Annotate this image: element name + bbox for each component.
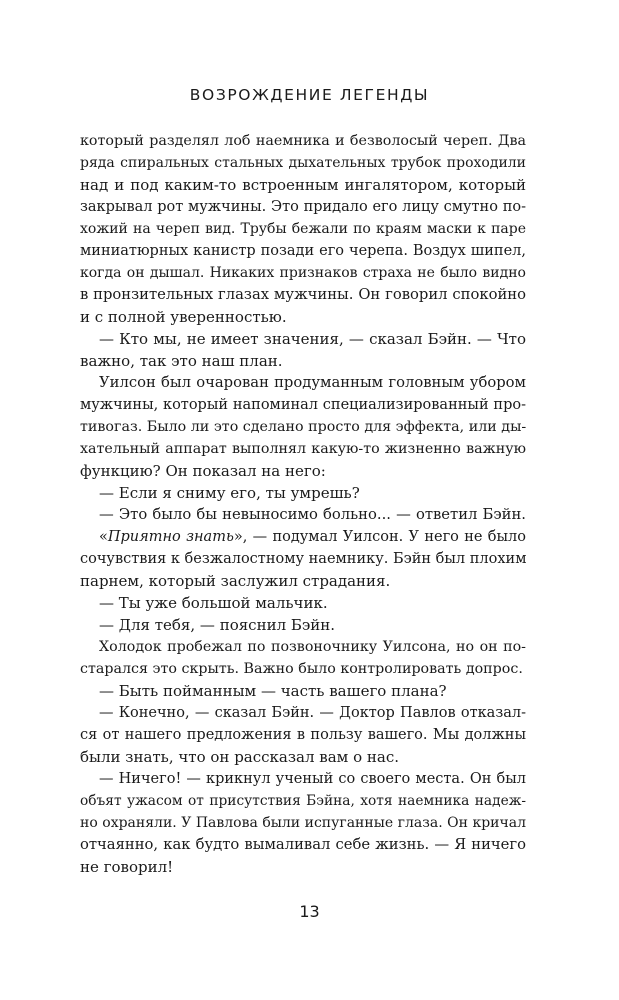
text-line: — Это было бы невыносимо больно... — ответил Бэйн. [99, 506, 526, 523]
text-line: — Конечно, — сказал Бэйн. — Доктор Павлов отказал- [99, 705, 526, 721]
paragraph [80, 614, 526, 636]
paragraph [80, 328, 526, 372]
text-line: но охраняли. У Павлова были испуганные глаза. Он кричал [80, 815, 526, 831]
paragraph [80, 636, 526, 680]
text-line: над и под каким-то встроенным ингалятором, который [80, 176, 526, 194]
body-text [80, 130, 526, 878]
paragraph [80, 504, 526, 526]
text-line: — Ничего! — крикнул ученый со своего места. Он был [99, 771, 526, 787]
text-line: — Кто мы, не имеет значения, — сказал Бэйн. — Что [99, 330, 526, 348]
paragraph [80, 768, 526, 878]
text-line: объят ужасом от присутствия Бэйна, хотя наемника надеж- [80, 793, 526, 809]
paragraph [80, 526, 526, 592]
text-line: — Если я сниму его, ты умрешь? [99, 484, 360, 502]
text-line: хательный аппарат выполнял какую-то жизненно важную [80, 441, 526, 457]
text-line: в пронзительных глазах мужчины. Он говорил спокойно [80, 286, 526, 303]
paragraph [80, 702, 526, 768]
text-line: функцию? Он показал на него: [80, 462, 326, 480]
text-line [80, 526, 526, 548]
text-line: Уилсон был очарован продуманным головным убором [99, 374, 526, 391]
text-line: мужчины, который напоминал специализированный про- [80, 397, 526, 413]
text-run: », — подумал Уилсон. У него не было [233, 529, 526, 545]
text-line: сочувствия к безжалостному наемнику. Бэйн был плохим [80, 551, 526, 567]
paragraph [80, 482, 526, 504]
running-head: ВОЗРОЖДЕНИЕ ЛЕГЕНДЫ [189, 86, 430, 104]
text-line: — Быть пойманным — часть вашего плана? [99, 682, 447, 700]
italic-phrase: Приятно знать [107, 529, 234, 545]
text-line: хожий на череп вид. Трубы бежали по краям маски к паре [80, 221, 526, 237]
text-line: не говорил! [80, 858, 174, 876]
text-line: миниатюрных канистр позади его черепа. Воздух шипел, [80, 243, 526, 259]
text-line: когда он дышал. Никаких признаков страха не было видно [80, 265, 526, 281]
text-line: закрывал рот мужчины. Это придало его лицу смутно по- [80, 199, 526, 215]
text-line: Холодок пробежал по позвоночнику Уилсона, но он по- [99, 639, 526, 655]
paragraph [80, 680, 526, 702]
text-line: парнем, который заслужил страдания. [80, 572, 391, 590]
text-line: важно, так это наш план. [80, 352, 283, 370]
text-line: — Ты уже большой мальчик. [99, 594, 328, 612]
text-line: старался это скрыть. Важно было контролировать допрос. [80, 661, 523, 677]
text-line: ряда спиральных стальных дыхательных трубок проходили [80, 155, 526, 171]
quote-mark: « [99, 529, 108, 545]
text-line: и с полной уверенностью. [80, 308, 287, 326]
text-line: тивогаз. Было ли это сделано просто для эффекта, или ды- [80, 419, 526, 435]
text-line: который разделял лоб наемника и безволосый череп. Два [80, 133, 526, 149]
text-line: отчаянно, как будто вымаливал себе жизнь. — Я ничего [80, 836, 526, 853]
text-line: — Для тебя, — пояснил Бэйн. [99, 616, 336, 634]
text-line: ся от нашего предложения в пользу вашего. Мы должны [80, 727, 526, 743]
paragraph [80, 372, 526, 482]
paragraph [80, 130, 526, 328]
paragraph [80, 592, 526, 614]
text-line: были знать, что он рассказал вам о нас. [80, 748, 400, 766]
page-number: 13 [299, 902, 320, 921]
